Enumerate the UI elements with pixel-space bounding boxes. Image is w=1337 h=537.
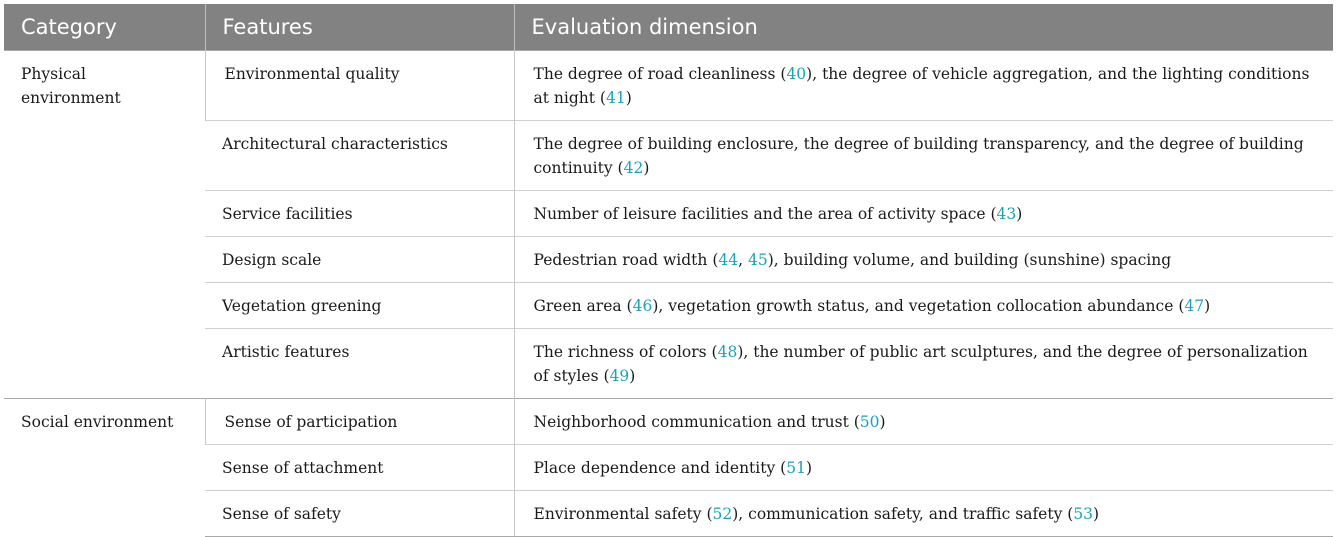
evaluation-text-segment: ) [629,367,636,385]
evaluation-text-segment: Neighborhood communication and trust ( [533,413,860,431]
category-label: Social environment [21,413,174,431]
evaluation-text [534,283,1320,328]
evaluation-text-segment: ), the degree of vehicle aggregation, and the lighting conditions at night ( [533,65,1310,107]
evaluation-text-segment: Pedestrian road width ( [533,251,719,269]
evaluation-cell [514,491,1333,537]
reference-link[interactable]: 41 [605,89,626,107]
evaluation-text-segment: The degree of road cleanliness ( [533,65,787,83]
feature-label: Vegetation greening [222,297,382,315]
feature-label: Artistic features [222,343,350,361]
evaluation-text [534,191,1320,236]
header-features: Features [205,4,514,51]
feature-label: Environmental quality [224,65,400,83]
evaluation-cell [514,51,1333,121]
evaluation-text-segment: Green area ( [533,297,633,315]
evaluation-cell [514,329,1333,399]
reference-link[interactable]: 48 [717,343,738,361]
reference-link[interactable]: 46 [632,297,653,315]
feature-cell [205,445,514,491]
feature-label: Sense of safety [222,505,341,523]
evaluation-text-segment: ), vegetation growth status, and vegetation collocation abundance ( [652,297,1185,315]
evaluation-text-segment: The degree of building enclosure, the degree of building transparency, and the degree of building continuity ( [533,135,1304,177]
evaluation-text-segment: Number of leisure facilities and the area of activity space ( [533,205,997,223]
category-label: Physical environment [21,65,121,107]
evaluation-cell [514,283,1333,329]
reference-link[interactable]: 53 [1073,505,1094,523]
evaluation-table [4,4,1333,537]
table-header [4,4,1333,51]
category-cell [4,399,205,537]
evaluation-cell [514,237,1333,283]
feature-cell [205,491,514,537]
evaluation-text-segment: ) [625,89,632,107]
feature-cell [205,283,514,329]
evaluation-text-segment: ), the number of public art sculptures, and the degree of personalization of styles ( [533,343,1308,385]
reference-link[interactable]: 52 [712,505,733,523]
evaluation-text-segment: ) [1093,505,1100,523]
evaluation-text-segment: ) [805,459,812,477]
feature-label: Architectural characteristics [222,135,448,153]
feature-label: Service facilities [222,205,353,223]
reference-link[interactable]: 43 [996,205,1017,223]
evaluation-text-segment: The richness of colors ( [533,343,718,361]
feature-cell [205,51,514,121]
evaluation-text [534,51,1320,120]
header-category: Category [4,4,205,51]
evaluation-text [534,445,1320,490]
evaluation-text-segment: Environmental safety ( [533,505,713,523]
feature-cell [205,399,514,445]
feature-label: Sense of participation [224,413,398,431]
table-row [4,399,1333,445]
feature-label: Design scale [222,251,322,269]
table-row [4,51,1333,121]
evaluation-text-segment: ) [1204,297,1211,315]
category-cell [4,51,205,399]
evaluation-text [534,121,1320,190]
reference-link[interactable]: 47 [1184,297,1205,315]
feature-cell [205,121,514,191]
evaluation-text-segment: ) [1016,205,1023,223]
evaluation-text [534,491,1320,536]
table-body [4,51,1333,537]
header-row [4,4,1333,51]
feature-cell [205,191,514,237]
reference-link[interactable]: 49 [609,367,630,385]
evaluation-cell [514,121,1333,191]
evaluation-text [534,237,1320,282]
evaluation-text-segment: , [738,251,748,269]
evaluation-text-segment: ) [643,159,650,177]
evaluation-cell [514,191,1333,237]
reference-link[interactable]: 51 [786,459,806,477]
reference-link[interactable]: 45 [747,251,768,269]
reference-link[interactable]: 40 [786,65,807,83]
reference-link[interactable]: 42 [623,159,644,177]
evaluation-text-segment: ), building volume, and building (sunshine) spacing [767,251,1172,269]
feature-cell [205,329,514,399]
evaluation-cell [514,399,1333,445]
reference-link[interactable]: 50 [859,413,880,431]
evaluation-text-segment: ) [879,413,886,431]
evaluation-text-segment: Place dependence and identity ( [533,459,787,477]
feature-cell [205,237,514,283]
evaluation-text [534,329,1320,398]
reference-link[interactable]: 44 [718,251,739,269]
evaluation-table-container [4,4,1333,537]
evaluation-cell [514,445,1333,491]
feature-label: Sense of attachment [222,459,384,477]
evaluation-text [534,399,1320,444]
evaluation-text-segment: ), communication safety, and traffic safety ( [732,505,1074,523]
header-evaluation-dimension: Evaluation dimension [514,4,1333,51]
